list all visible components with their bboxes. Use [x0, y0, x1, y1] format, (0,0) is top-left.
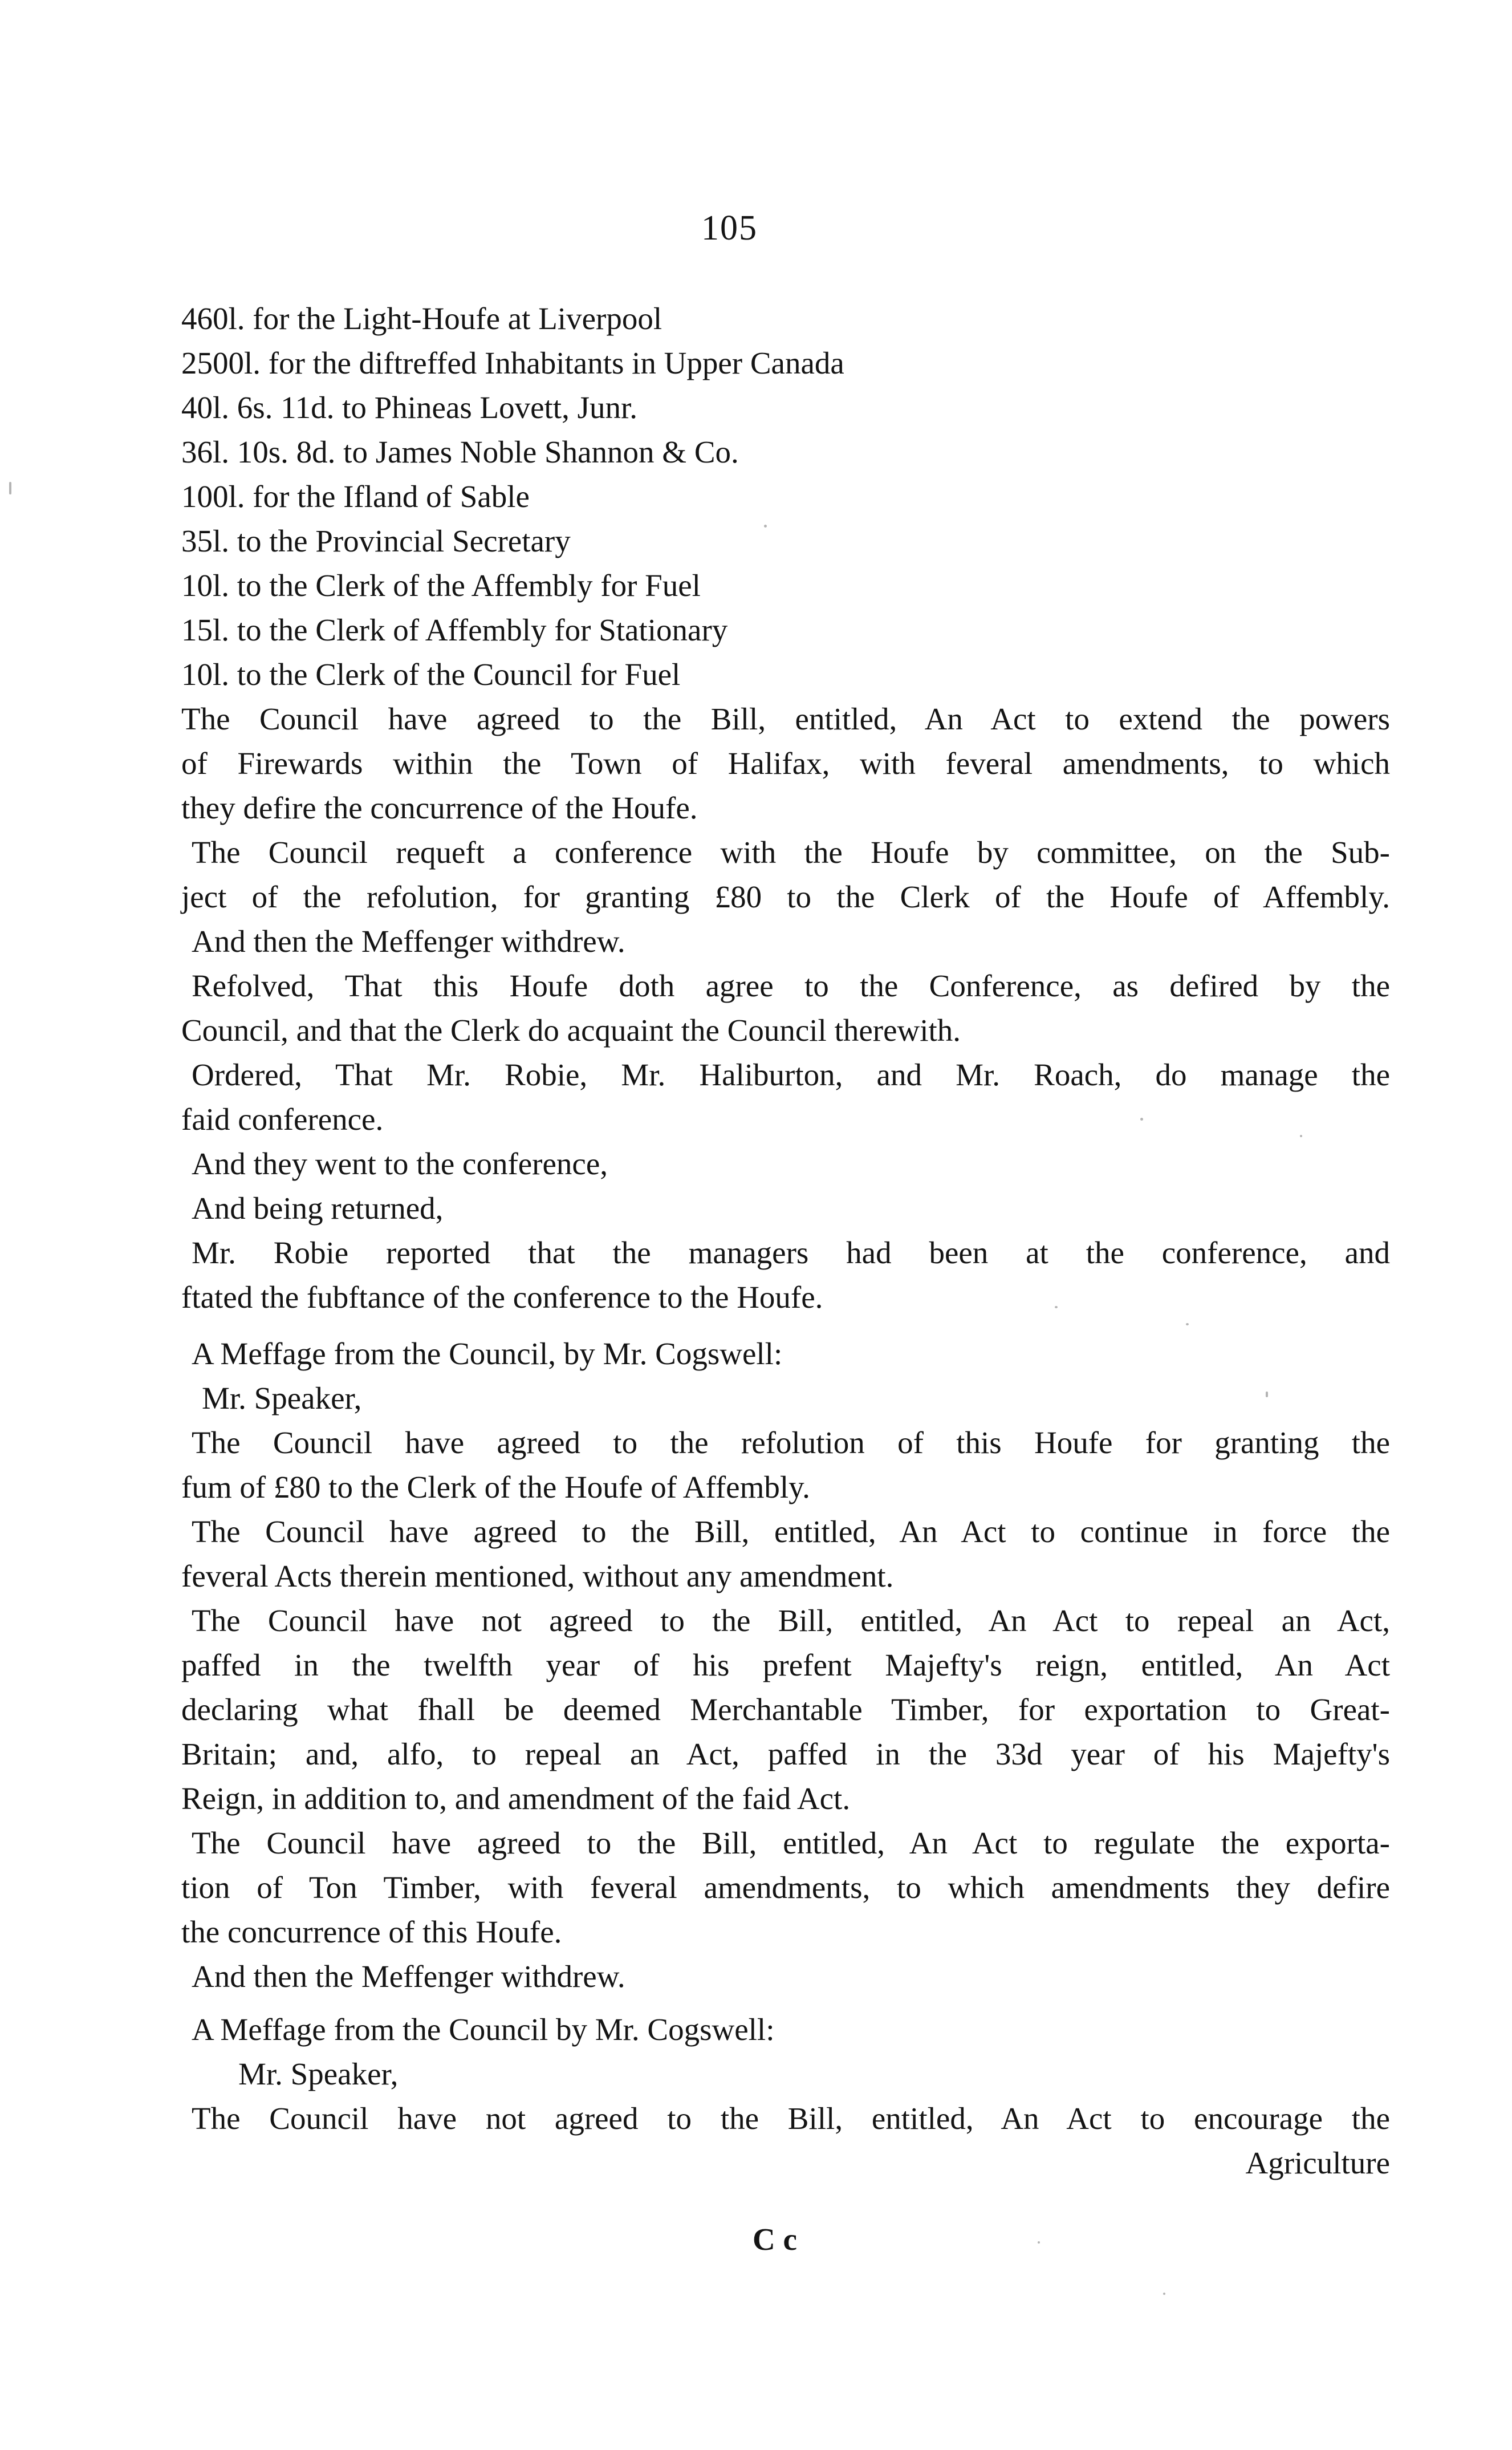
list-item: 460l. for the Light-Houfe at Liverpool [181, 301, 662, 336]
paragraph-line: faid conference. [181, 1102, 384, 1137]
paragraph-line: of Firewards within the Town of Halifax, with feveral amendments, to which [181, 746, 1390, 781]
paragraph-line: And then the Meffenger withdrew. [192, 1959, 625, 1994]
paragraph-line: they defire the concurrence of the Houfe. [181, 790, 698, 825]
paragraph-line: ject of the refolution, for granting £80 to the Clerk of the Houfe of Affembly. [181, 879, 1390, 914]
list-item: 15l. to the Clerk of Affembly for Stationary [181, 612, 728, 647]
list-item: 2500l. for the diftreffed Inhabitants in Upper Canada [181, 346, 844, 380]
ordered-line: Ordered, That Mr. Robie, Mr. Haliburton, and Mr. Roach, do manage the [192, 1057, 1390, 1092]
paragraph-line: Reign, in addition to, and amendment of the faid Act. [181, 1781, 851, 1816]
print-speck [1038, 2241, 1040, 2244]
paragraph-line: The Council have agreed to the refolution of this Houfe for granting the [192, 1425, 1390, 1460]
paragraph-line: The Council have agreed to the Bill, entitled, An Act to regulate the exporta- [192, 1826, 1390, 1860]
paragraph-line: And then the Meffenger withdrew. [192, 924, 625, 959]
paragraph-line: fum of £80 to the Clerk of the Houfe of Affembly. [181, 1470, 810, 1504]
message-heading: A Meffage from the Council by Mr. Cogswell: [192, 2012, 775, 2047]
print-speck [1300, 1135, 1302, 1137]
list-item: 10l. to the Clerk of the Affembly for Fuel [181, 568, 701, 603]
message-heading: A Meffage from the Council, by Mr. Cogswell: [192, 1336, 783, 1371]
print-speck [1140, 1118, 1143, 1121]
council-proceedings [181, 697, 1390, 1320]
paragraph-line: The Council have agreed to the Bill, entitled, An Act to extend the powers [181, 701, 1390, 736]
council-message-2 [181, 2007, 1390, 2185]
salutation: Mr. Speaker, [238, 2056, 399, 2091]
paragraph-line: And being returned, [192, 1191, 444, 1226]
catchword: Agriculture [1245, 2145, 1390, 2180]
paragraph-line: Mr. Robie reported that the managers had been at the conference, and [192, 1235, 1390, 1270]
print-speck [1266, 1392, 1268, 1397]
list-item: 100l. for the Ifland of Sable [181, 479, 530, 514]
paragraph-line: ftated the fubftance of the conference to the Houfe. [181, 1280, 823, 1315]
salutation: Mr. Speaker, [202, 1381, 362, 1415]
list-item: 10l. to the Clerk of the Council for Fuel [181, 657, 681, 692]
resolved-line: Refolved, That this Houfe doth agree to the Conference, as defired by the [192, 968, 1390, 1003]
paragraph-line: declaring what fhall be deemed Merchantable Timber, for exportation to Great- [181, 1692, 1390, 1727]
paragraph-line: And they went to the conference, [192, 1146, 608, 1181]
print-speck [764, 525, 767, 528]
list-item: 36l. 10s. 8d. to James Noble Shannon & Co. [181, 435, 739, 469]
print-speck [1055, 1306, 1058, 1308]
print-speck [1186, 1323, 1189, 1325]
paragraph-line: The Council have not agreed to the Bill, entitled, An Act to encourage the [192, 2101, 1390, 2136]
list-item: 35l. to the Provincial Secretary [181, 524, 571, 558]
paragraph-line: paffed in the twelfth year of his prefent Majefty's reign, entitled, An Act [181, 1648, 1390, 1682]
page-number: 105 [701, 209, 758, 248]
appropriation-list [181, 297, 1390, 697]
signature-mark: C c [753, 2222, 797, 2257]
council-message-1 [181, 1332, 1390, 1999]
list-item: 40l. 6s. 11d. to Phineas Lovett, Junr. [181, 390, 638, 425]
paragraph-line: the concurrence of this Houfe. [181, 1914, 562, 1949]
print-speck [1163, 2293, 1165, 2295]
paragraph-line: tion of Ton Timber, with feveral amendments, to which amendments they defire [181, 1870, 1390, 1905]
paragraph-line: The Council have not agreed to the Bill, entitled, An Act to repeal an Act, [192, 1603, 1390, 1638]
print-speck [9, 482, 11, 494]
paragraph-line: Britain; and, alfo, to repeal an Act, paffed in the 33d year of his Majefty's [181, 1737, 1390, 1771]
paragraph-line: The Council have agreed to the Bill, entitled, An Act to continue in force the [192, 1514, 1390, 1549]
paragraph-line: Council, and that the Clerk do acquaint the Council therewith. [181, 1013, 961, 1048]
paragraph-line: The Council requeft a conference with the Houfe by committee, on the Sub- [192, 835, 1390, 870]
paragraph-line: feveral Acts therein mentioned, without any amendment. [181, 1559, 894, 1593]
